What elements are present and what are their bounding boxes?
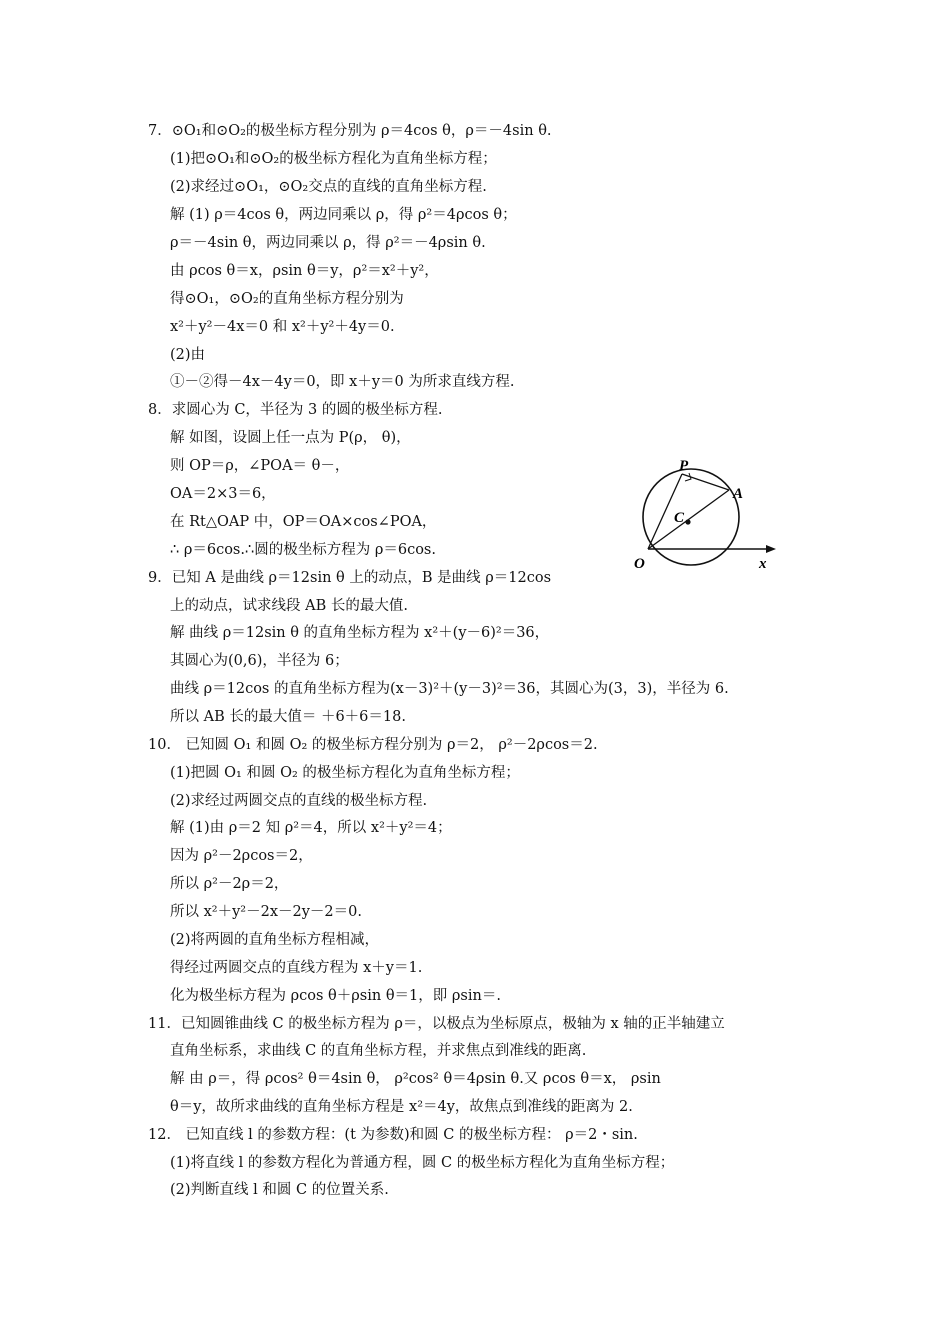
problem-11-statement-cont: 直角坐标系，求曲线 C 的直角坐标方程，并求焦点到准线的距离. <box>170 1043 587 1059</box>
problem-7-solution-line: 解 (1) ρ＝4cos θ，两边同乘以 ρ，得 ρ²＝4ρcos θ； <box>170 207 517 223</box>
problem-7-solution-line: x²＋y²－4x＝0 和 x²＋y²＋4y＝0. <box>170 319 395 335</box>
problem-7-statement: 7．⊙O₁和⊙O₂的极坐标方程分别为 ρ＝4cos θ，ρ＝－4sin θ. <box>148 123 552 139</box>
problem-7-solution-line: (2)由 <box>170 347 206 363</box>
problem-9-solution-line: 解 曲线 ρ＝12sin θ 的直角坐标方程为 x²＋(y－6)²＝36， <box>170 625 550 641</box>
problem-10-solution-line: 所以 x²＋y²－2x－2y－2＝0. <box>170 904 362 920</box>
problem-10-solution-line: 因为 ρ²－2ρcos＝2， <box>170 848 313 864</box>
label-o: O <box>634 556 645 572</box>
problem-7-part-2: (2)求经过⊙O₁，⊙O₂交点的直线的直角坐标方程. <box>170 179 487 195</box>
problem-10-part-2: (2)求经过两圆交点的直线的极坐标方程. <box>170 793 428 809</box>
problem-7-solution-line: ①－②得－4x－4y＝0，即 x＋y＝0 为所求直线方程. <box>170 374 515 390</box>
problem-7-solution-line: ρ＝－4sin θ，两边同乘以 ρ，得 ρ²＝－4ρsin θ. <box>170 235 486 251</box>
label-c: C <box>674 510 685 526</box>
problem-10-part-1: (1)把圆 O₁ 和圆 O₂ 的极坐标方程化为直角坐标方程； <box>170 765 520 781</box>
problem-11-solution-line: 解 由 ρ＝，得 ρcos² θ＝4sin θ， ρ²cos² θ＝4ρsin θ.又 ρcos θ＝x， ρsin <box>170 1071 661 1087</box>
problem-12-part-2: (2)判断直线 l 和圆 C 的位置关系. <box>170 1182 389 1198</box>
center-point <box>685 519 690 524</box>
problem-8-statement: 8．求圆心为 C，半径为 3 的圆的极坐标方程. <box>148 402 443 418</box>
problem-10-solution-line: (2)将两圆的直角坐标方程相减， <box>170 932 380 948</box>
problem-12-statement: 12． 已知直线 l 的参数方程：(t 为参数)和圆 C 的极坐标方程： ρ＝2・sin. <box>148 1127 638 1143</box>
label-p: P <box>679 458 689 474</box>
circle-figure <box>628 452 788 576</box>
problem-8-solution-line: ∴ ρ＝6cos.∴圆的极坐标方程为 ρ＝6cos. <box>170 542 436 558</box>
problem-8-solution-line: OA＝2×3＝6， <box>170 486 276 502</box>
label-x: x <box>759 556 767 572</box>
problem-8-solution-line: 在 Rt△OAP 中，OP＝OA×cos∠POA， <box>170 514 437 530</box>
problem-11-solution-line: θ＝y，故所求曲线的直角坐标方程是 x²＝4y，故焦点到准线的距离为 2. <box>170 1099 633 1115</box>
problem-7-solution-line: 得⊙O₁，⊙O₂的直角坐标方程分别为 <box>170 291 404 307</box>
problem-9-solution-line: 其圆心为(0,6)，半径为 6； <box>170 653 349 669</box>
problem-7-part-1: (1)把⊙O₁和⊙O₂的极坐标方程化为直角坐标方程； <box>170 151 497 167</box>
problem-10-solution-line: 所以 ρ²－2ρ＝2， <box>170 876 289 892</box>
x-axis-arrow <box>766 545 776 553</box>
problem-10-solution-line: 化为极坐标方程为 ρcos θ＋ρsin θ＝1，即 ρsin＝. <box>170 988 501 1004</box>
problem-9-solution-line: 所以 AB 长的最大值＝ ＋6＋6＝18. <box>170 709 406 725</box>
problem-9-solution-line: 曲线 ρ＝12cos 的直角坐标方程为(x－3)²＋(y－3)²＝36，其圆心为(3，3)，半径为 6. <box>170 681 729 697</box>
problem-8-solution-line: 则 OP＝ρ，∠POA＝ θ－， <box>170 458 350 474</box>
right-angle-mark <box>685 473 691 481</box>
problem-9-statement-cont: 上的动点，试求线段 AB 长的最大值. <box>170 598 408 614</box>
problem-10-statement: 10． 已知圆 O₁ 和圆 O₂ 的极坐标方程分别为 ρ＝2， ρ²－2ρcos＝2. <box>148 737 598 753</box>
problem-11-statement: 11．已知圆锥曲线 C 的极坐标方程为 ρ＝，以极点为坐标原点，极轴为 x 轴的正半轴建立 <box>148 1016 725 1032</box>
segment-pa <box>682 474 729 490</box>
problem-12-part-1: (1)将直线 l 的参数方程化为普通方程，圆 C 的极坐标方程化为直角坐标方程； <box>170 1155 675 1171</box>
problem-8-solution-line: 解 如图，设圆上任一点为 P(ρ， θ)， <box>170 430 411 446</box>
problem-7-solution-line: 由 ρcos θ＝x，ρsin θ＝y，ρ²＝x²＋y²， <box>170 263 439 279</box>
problem-9-statement: 9．已知 A 是曲线 ρ＝12sin θ 上的动点，B 是曲线 ρ＝12cos <box>148 570 552 586</box>
problem-10-solution-line: 得经过两圆交点的直线方程为 x＋y＝1. <box>170 960 423 976</box>
problem-10-solution-line: 解 (1)由 ρ＝2 知 ρ²＝4，所以 x²＋y²＝4； <box>170 820 452 836</box>
label-a: A <box>733 486 744 502</box>
